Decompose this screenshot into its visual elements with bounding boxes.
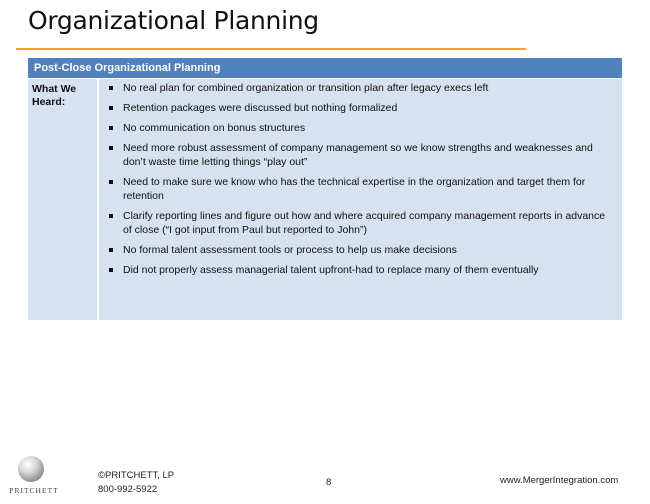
title-divider bbox=[16, 48, 526, 50]
logo-wordmark: PRITCHETT bbox=[9, 486, 59, 495]
bullet-text: Need to make sure we know who has the technical expertise in the organization and target them for retention bbox=[123, 176, 586, 202]
bullet-item bbox=[105, 263, 614, 277]
page-number: 8 bbox=[326, 477, 332, 488]
table-header: Post-Close Organizational Planning bbox=[28, 58, 622, 78]
planning-table bbox=[28, 58, 622, 320]
bullet-item bbox=[105, 243, 614, 257]
footer-copyright: ©PRITCHETT, LP bbox=[98, 470, 175, 481]
footer-contact bbox=[98, 469, 174, 497]
bullet-text: No real plan for combined organization or transition plan after legacy execs left bbox=[123, 82, 489, 94]
square-bullet-icon bbox=[109, 106, 113, 110]
bullet-item bbox=[105, 81, 614, 95]
bullet-item bbox=[105, 141, 614, 169]
footer-website: www.MergerIntegration.com bbox=[500, 475, 619, 486]
bullet-text: No formal talent assessment tools or process to help us make decisions bbox=[123, 244, 457, 256]
bullet-text: No communication on bonus structures bbox=[123, 122, 306, 134]
bullet-text: Did not properly assess managerial talent upfront-had to replace many of them eventually bbox=[123, 264, 539, 276]
square-bullet-icon bbox=[109, 180, 113, 184]
square-bullet-icon bbox=[109, 86, 113, 90]
footer-phone: 800-992-5922 bbox=[98, 484, 158, 495]
slide-title: Organizational Planning bbox=[28, 6, 319, 35]
bullet-list bbox=[105, 81, 614, 277]
bullet-item bbox=[105, 209, 614, 237]
bullet-text: Retention packages were discussed but nothing formalized bbox=[123, 102, 398, 114]
pritchett-logo bbox=[6, 454, 62, 502]
bullet-cell bbox=[99, 79, 622, 320]
square-bullet-icon bbox=[109, 268, 113, 272]
table-body bbox=[28, 79, 622, 320]
bullet-text: Clarify reporting lines and figure out how and where acquired company management reports in advance of close (“I got input from Paul but reported to John”) bbox=[123, 210, 606, 236]
bullet-item bbox=[105, 175, 614, 203]
logo-sphere-icon bbox=[18, 456, 44, 482]
bullet-item bbox=[105, 121, 614, 135]
square-bullet-icon bbox=[109, 214, 113, 218]
bullet-item bbox=[105, 101, 614, 115]
row-label: What We Heard: bbox=[28, 79, 97, 320]
square-bullet-icon bbox=[109, 126, 113, 130]
bullet-text: Need more robust assessment of company management so we know strengths and weaknesses and don’t waste time letting things “play out” bbox=[123, 142, 593, 168]
square-bullet-icon bbox=[109, 248, 113, 252]
square-bullet-icon bbox=[109, 146, 113, 150]
